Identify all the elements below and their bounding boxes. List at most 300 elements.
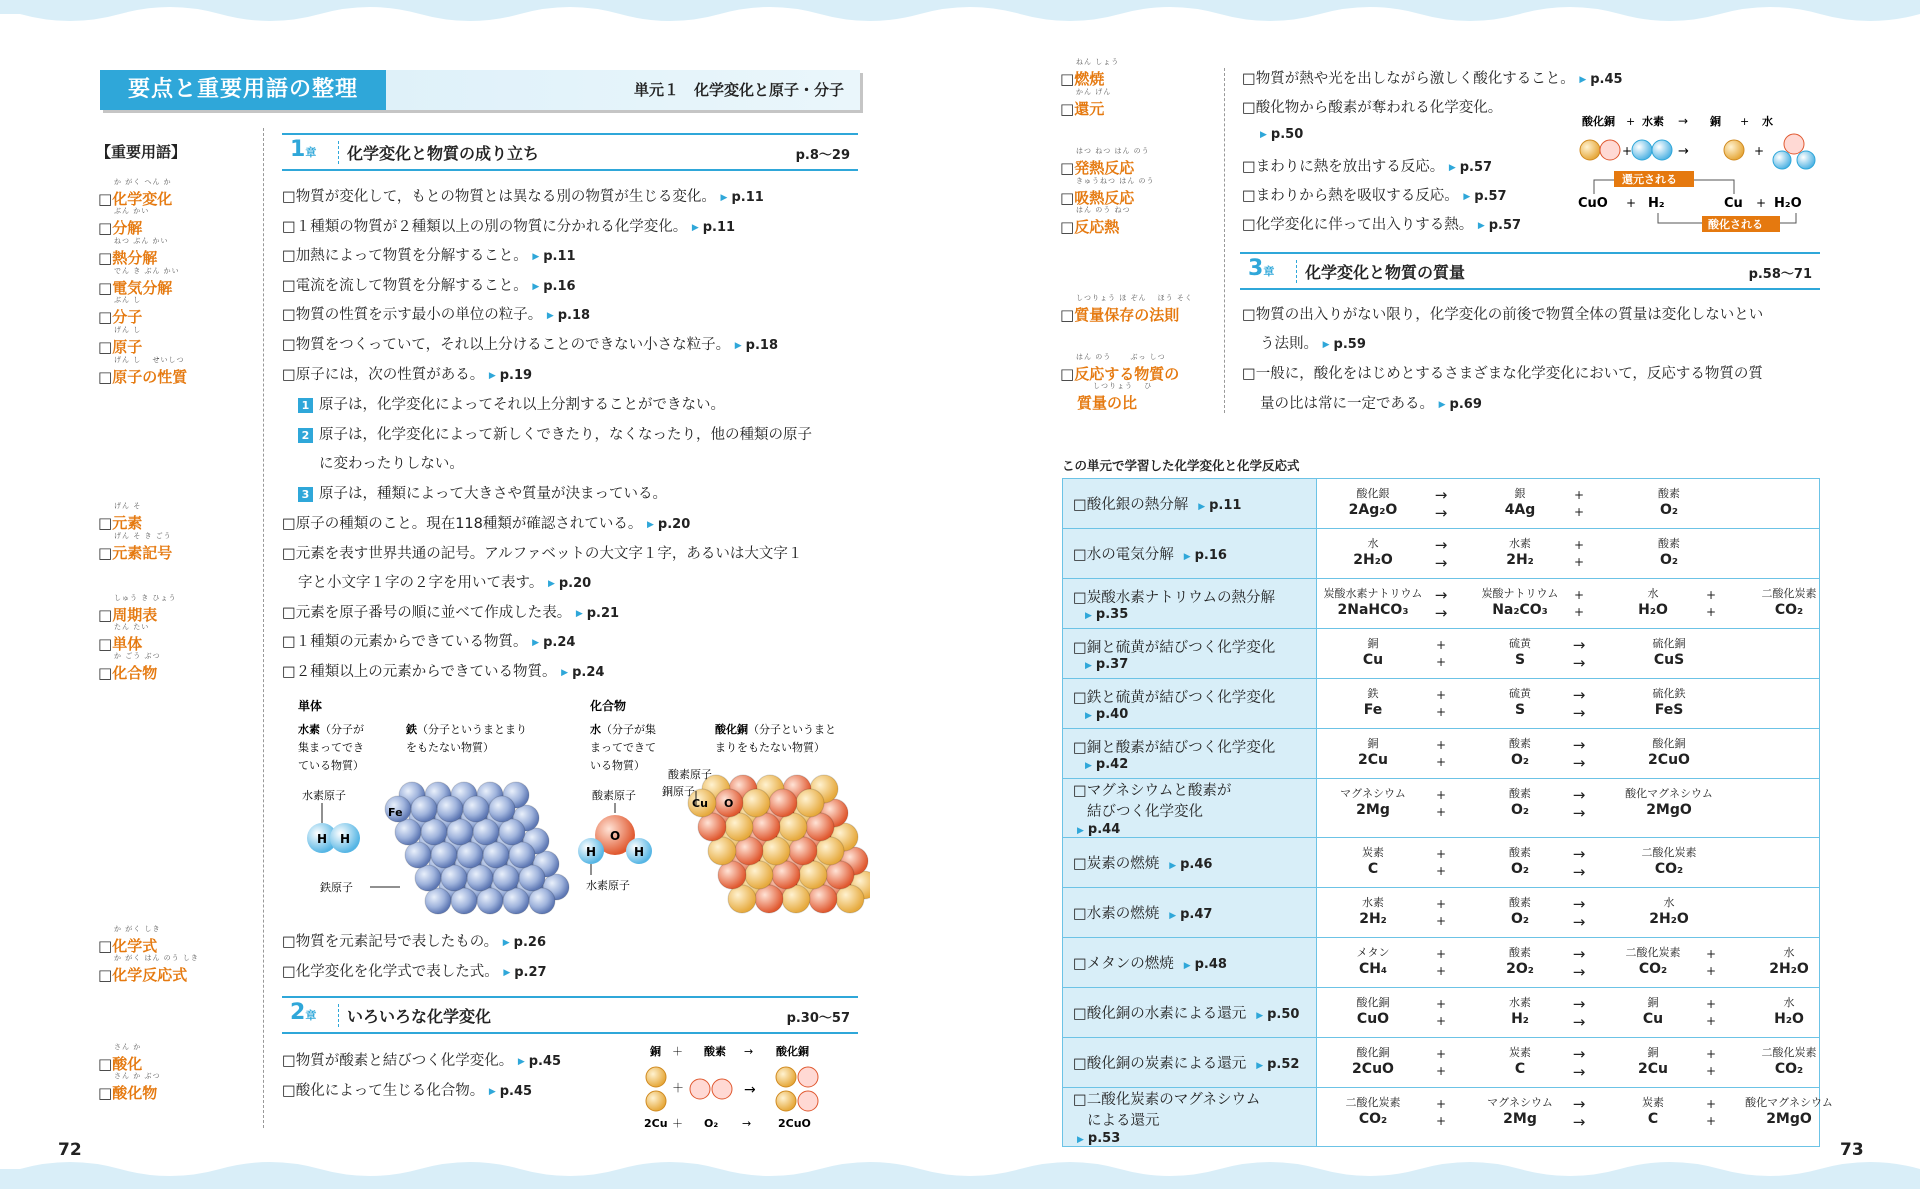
equation-term (1321, 585, 1425, 618)
page-ref[interactable]: ▶ p.11 (1188, 498, 1241, 513)
term-formula: O₂ (1510, 802, 1530, 818)
fig-single-title: 単体 (298, 699, 323, 713)
cu-symbol: Cu (692, 797, 708, 810)
page-ref[interactable]: ▶ p.44 (1073, 822, 1120, 837)
equation-term (1321, 485, 1425, 518)
page-ref[interactable]: ▶ p.11 (692, 220, 735, 235)
oxid-cu-label: 銅 (650, 1045, 661, 1058)
reaction-name (1063, 579, 1317, 629)
term-formula: 2CuO (1648, 752, 1690, 768)
term-furigana: しつりょう ほ ぞん ほう そく (1076, 294, 1193, 302)
plus-symbol: + + (1705, 997, 1717, 1028)
reaction-name-text: □酸化銅の炭素による還元 (1073, 1056, 1247, 1072)
line-text: □物質が酸素と結びつく化学変化。 (282, 1053, 514, 1069)
term-label: 酸化 (112, 1055, 143, 1073)
equation-term (1475, 944, 1565, 977)
page-number-left: 72 (58, 1140, 82, 1160)
term-formula: 2O₂ (1506, 961, 1534, 977)
page-ref[interactable]: ▶ p.35 (1073, 607, 1316, 622)
page-ref[interactable]: ▶ p.57 (1478, 218, 1521, 233)
chapter-3-number: 3章 (1248, 256, 1275, 281)
definition-line (1242, 213, 1521, 234)
chapter-1-number: 1章 (290, 137, 317, 162)
reaction-equation (1317, 1088, 1833, 1147)
equation-term (1475, 785, 1565, 818)
checkbox[interactable]: □ (98, 308, 113, 326)
reaction-row (1063, 629, 1820, 679)
iron-atom (405, 842, 431, 868)
reaction-equation (1317, 938, 1820, 988)
line-text: □加熱によって物質を分解すること。 (282, 248, 528, 264)
page-ref[interactable]: ▶ p.27 (503, 965, 546, 980)
page-ref[interactable]: ▶ p.20 (647, 517, 690, 532)
reaction-row (1063, 888, 1820, 938)
term-label: 質量保存の法則 (1074, 306, 1180, 324)
equation-term (1609, 635, 1729, 668)
term-japanese: 水素 (1362, 896, 1384, 909)
checkbox[interactable]: □ (98, 190, 113, 208)
atom-property (298, 393, 725, 414)
checkbox[interactable]: □ (1060, 365, 1075, 383)
reaction-row (1063, 938, 1820, 988)
checkbox[interactable]: □ (98, 514, 113, 532)
term-japanese: 銀 (1514, 487, 1526, 500)
checkbox[interactable]: □ (1060, 189, 1075, 207)
term-15 (98, 1072, 161, 1103)
reaction-name-text: □二酸化炭素のマグネシウム (1073, 1092, 1261, 1108)
chapter-3-header (1240, 252, 1820, 290)
term-japanese: 酸化マグネシウム (1625, 787, 1713, 800)
equation-term (1609, 735, 1729, 768)
term-japanese: 銅 (1647, 996, 1659, 1009)
lattice-atom (796, 789, 824, 817)
definition-line (282, 363, 532, 384)
copper-oxidation-figure (636, 1040, 836, 1130)
term-furigana: さん か (114, 1043, 142, 1051)
checkbox[interactable]: □ (98, 966, 113, 984)
fig-hydrogen-l3: 集まってでき (298, 741, 364, 754)
iron-atom (477, 888, 503, 914)
arrow-symbol: → → (1572, 945, 1586, 981)
term-japanese: 酸素 (1509, 846, 1531, 859)
term-formula: Cu (1642, 1011, 1664, 1027)
oxid-o2-label: 酸素 (704, 1045, 726, 1058)
definition-line (282, 244, 576, 265)
term-formula: Na₂CO₃ (1492, 602, 1548, 618)
iron-atom (483, 842, 509, 868)
term-formula: C (1367, 861, 1379, 877)
fig-hydrogen-l4: ている物質） (298, 759, 364, 772)
plus-symbol: + + (1435, 638, 1447, 669)
checkbox[interactable]: □ (98, 635, 113, 653)
unit-title: 単元１ 化学変化と原子・分子 (633, 81, 844, 99)
term-japanese: 水 (1783, 996, 1795, 1009)
term-4 (98, 296, 143, 327)
plus-symbol: + + (1705, 588, 1717, 619)
reaction-name-text: □水素の燃焼 (1073, 906, 1160, 922)
term-formula: S (1514, 652, 1526, 668)
reaction-name (1063, 479, 1317, 529)
equation-term (1739, 944, 1839, 977)
term-label: 発熱反応 (1074, 159, 1135, 177)
page-ref[interactable]: ▶ p.16 (532, 279, 575, 294)
term-label: 周期表 (112, 606, 158, 624)
term-label: 元素 (112, 514, 143, 532)
term-furigana: はん のう ぶっ しつ (1076, 353, 1166, 361)
definition-line (1242, 67, 1623, 88)
line-text: □一般に，酸化をはじめとするさまざまな化学変化において，反応する物質の質 (1242, 366, 1763, 382)
page-ref[interactable]: ▶ p.11 (721, 190, 764, 205)
term-formula: 2H₂O (1353, 552, 1393, 568)
reaction-name (1063, 779, 1317, 838)
page-ref[interactable]: ▶ p.40 (1073, 707, 1316, 722)
term-label: 酸化物 (112, 1084, 158, 1102)
definition-line (1260, 392, 1482, 413)
term-formula: C (1647, 1111, 1659, 1127)
line-text: □まわりに熱を放出する反応。 (1242, 159, 1445, 175)
fig-fe-atom-label: 鉄原子 (320, 881, 353, 894)
equation-term (1475, 894, 1565, 927)
equation-term (1321, 1094, 1425, 1127)
reaction-name (1063, 988, 1317, 1038)
page-ref[interactable]: ▶ p.42 (1073, 757, 1316, 772)
reaction-row (1063, 529, 1820, 579)
fig-h-atom-label: 水素原子 (302, 789, 346, 802)
reaction-name (1063, 938, 1317, 988)
reaction-name (1063, 888, 1317, 938)
term-label: 反応熱 (1074, 218, 1120, 236)
arrow-symbol: → → (1572, 895, 1586, 931)
fig-o-atom-label: 酸素原子 (592, 789, 636, 802)
line-text: □酸化物から酸素が奪われる化学変化。 (1242, 100, 1503, 116)
reduction-figure (1574, 110, 1824, 238)
term-japanese: メタン (1356, 946, 1390, 959)
term-formula: 2H₂ (1506, 552, 1534, 568)
term-right-2 (1060, 147, 1150, 178)
term-furigana: ねん しょう (1076, 58, 1120, 66)
plus-symbol: + + (1435, 788, 1447, 819)
plus-symbol: + + (1705, 947, 1717, 978)
term-japanese: 二酸化炭素 (1761, 587, 1817, 600)
term-furigana: ぶん し (114, 296, 142, 304)
redox-water-label: 水 (1762, 115, 1773, 128)
line-text: □物質を元素記号で表したもの。 (282, 934, 499, 950)
chapter-3-name: 化学変化と物質の質量 (1296, 260, 1465, 283)
definition-line (282, 601, 619, 622)
term-formula: 2Ag₂O (1348, 502, 1398, 518)
checkbox[interactable]: □ (1060, 306, 1075, 324)
page-ref[interactable]: ▶ p.59 (1323, 337, 1366, 352)
term-japanese: 二酸化炭素 (1641, 846, 1697, 859)
term-right-7 (1077, 382, 1153, 413)
line-text: □２種類以上の元素からできている物質。 (282, 664, 557, 680)
line-text: □物質の出入りがない限り，化学変化の前後で物質全体の質量は変化しないとい (1242, 307, 1764, 323)
redox-arrow: → (1678, 114, 1689, 128)
term-formula: 2Cu (1358, 752, 1388, 768)
equation-term (1609, 785, 1729, 818)
page-ref[interactable]: ▶ p.24 (532, 635, 575, 650)
term-japanese: 炭素 (1642, 1096, 1664, 1109)
column-divider-right (1224, 68, 1225, 413)
equation-term (1475, 535, 1565, 568)
line-text: う法則。 (1260, 336, 1318, 352)
term-japanese: 水素 (1509, 996, 1531, 1009)
fig-iron-l1: 鉄（分子というまとまり (406, 723, 527, 736)
definition-line (1242, 96, 1502, 117)
checkbox[interactable]: □ (98, 544, 113, 562)
term-formula: CO₂ (1774, 1061, 1804, 1077)
page-ref[interactable]: ▶ p.24 (561, 665, 604, 680)
equation-term (1739, 1094, 1839, 1127)
term-furigana: たん たい (114, 623, 150, 631)
fig-compound-title: 化合物 (590, 699, 627, 713)
equation-term (1321, 735, 1425, 768)
term-formula: S (1514, 702, 1526, 718)
atom-model-figure (290, 695, 870, 915)
iron-atom (489, 796, 515, 822)
iron-atom (411, 796, 437, 822)
definition-line (282, 1049, 561, 1070)
equation-term (1609, 894, 1729, 927)
definition-line (282, 512, 690, 533)
term-formula: 2Cu (1638, 1061, 1668, 1077)
svg-text:＋: ＋ (672, 1081, 685, 1095)
line-text: □原子の種類のこと。現在118種類が確認されている。 (282, 516, 643, 532)
term-furigana: げん し (114, 326, 142, 334)
iron-atom (529, 888, 555, 914)
equation-term (1609, 585, 1697, 618)
equation-term (1609, 535, 1729, 568)
chapter-3-pages: p.58〜71 (1748, 267, 1812, 282)
checkbox[interactable]: □ (98, 1084, 113, 1102)
term-formula: CH₄ (1358, 961, 1388, 977)
equation-term (1609, 685, 1729, 718)
page-ref[interactable]: ▶ p.52 (1246, 1057, 1299, 1072)
checkbox[interactable]: □ (98, 249, 113, 267)
term-furigana: か がく はん のう しき (114, 954, 199, 962)
term-formula: CuS (1653, 652, 1685, 668)
reaction-name-text-2: 結びつく化学変化 (1087, 804, 1203, 820)
term-formula: 2NaHCO₃ (1337, 602, 1409, 618)
term-label: 電気分解 (112, 279, 173, 297)
page-ref[interactable]: ▶ p.57 (1463, 189, 1506, 204)
reaction-name (1063, 1088, 1317, 1147)
term-formula: 2CuO (1352, 1061, 1394, 1077)
plus-symbol: + + (1573, 588, 1585, 619)
reaction-equation (1317, 888, 1820, 938)
arrow-symbol: → → (1434, 536, 1448, 572)
definition-line (1260, 332, 1366, 353)
reaction-name-text: □水の電気分解 (1073, 547, 1174, 563)
equation-term (1321, 785, 1425, 818)
line-text: □化学変化を化学式で表した式。 (282, 964, 499, 980)
reaction-equation (1317, 988, 1820, 1038)
copper-oxide-lattice (688, 775, 870, 913)
section-title-bar (100, 70, 860, 110)
page-ref[interactable]: ▶ p.20 (548, 576, 591, 591)
iron-lattice (385, 782, 569, 914)
term-furigana: か ごう ぶつ (114, 652, 161, 660)
iron-atom (415, 865, 441, 891)
terms-heading: 【重要用語】 (96, 143, 187, 161)
term-label: 熱分解 (112, 249, 158, 267)
page-ref[interactable]: ▶ p.50 (1246, 1007, 1299, 1022)
plus-symbol: + + (1435, 1047, 1447, 1078)
reaction-name (1063, 529, 1317, 579)
arrow-symbol: → → (1572, 1045, 1586, 1081)
checkbox[interactable]: □ (1060, 100, 1075, 118)
term-formula: CO₂ (1358, 1111, 1388, 1127)
arrow-symbol: → → (1572, 1095, 1586, 1131)
checkbox[interactable]: □ (98, 937, 113, 955)
equation-term (1321, 685, 1425, 718)
definition-line (282, 630, 575, 651)
term-japanese: 銅 (1647, 1046, 1659, 1059)
checkbox[interactable]: □ (98, 338, 113, 356)
definition-line (298, 571, 591, 592)
reaction-equation (1317, 679, 1820, 729)
term-formula: CO₂ (1654, 861, 1684, 877)
page-number-right: 73 (1840, 1140, 1864, 1160)
page-ref[interactable]: ▶ p.45 (1579, 72, 1622, 87)
term-japanese: 二酸化炭素 (1345, 1096, 1401, 1109)
definition-line (1260, 126, 1303, 142)
chapter-2-header (282, 996, 858, 1034)
term-japanese: 酸化マグネシウム (1745, 1096, 1833, 1109)
term-japanese: 酸素 (1509, 737, 1531, 750)
chapter-2-name: いろいろな化学変化 (338, 1004, 491, 1027)
redox-eq-cu: Cu (1724, 196, 1743, 211)
page-ref[interactable]: ▶ p.47 (1159, 907, 1212, 922)
plus-symbol: + + (1705, 1097, 1717, 1128)
checkbox[interactable]: □ (98, 606, 113, 624)
checkbox[interactable]: □ (1060, 218, 1075, 236)
term-japanese: 水 (1663, 896, 1675, 909)
checkbox[interactable]: □ (98, 368, 113, 386)
reduced-label: 還元される (1622, 173, 1677, 186)
term-formula: O₂ (1510, 752, 1530, 768)
iron-atom (519, 865, 545, 891)
iron-atom (499, 819, 525, 845)
term-japanese: マグネシウム (1487, 1096, 1553, 1109)
definition-line (1242, 184, 1507, 205)
page-ref[interactable]: ▶ p.57 (1449, 160, 1492, 175)
line-text: □物質が変化して，もとの物質とは異なる別の物質が生じる変化。 (282, 189, 716, 205)
plus-symbol: + + (1435, 947, 1447, 978)
arrow-symbol: → → (1572, 786, 1586, 822)
term-japanese: 酸素 (1509, 946, 1531, 959)
reaction-name-text: □鉄と硫黄が結びつく化学変化 (1073, 689, 1276, 706)
term-furigana: ねつ ぶん かい (114, 237, 169, 245)
iron-atom (441, 865, 467, 891)
page-ref[interactable]: ▶ p.16 (1174, 548, 1227, 563)
term-label: 反応する物質の (1074, 365, 1180, 383)
equation-term (1321, 1044, 1425, 1077)
definition-line (282, 274, 576, 295)
page-ref[interactable]: ▶ p.21 (576, 606, 619, 621)
reaction-name (1063, 679, 1317, 729)
term-formula: H₂O (1638, 602, 1668, 618)
page-ref[interactable]: ▶ p.45 (518, 1054, 561, 1069)
checkbox[interactable]: □ (98, 1055, 113, 1073)
page-ref[interactable]: ▶ p.45 (489, 1084, 532, 1099)
plus-symbol: + + (1435, 688, 1447, 719)
term-11 (98, 652, 161, 683)
page-ref[interactable]: ▶ p.37 (1073, 657, 1316, 672)
term-japanese: 硫黄 (1509, 687, 1531, 700)
page-ref[interactable]: ▶ p.18 (735, 338, 778, 353)
term-japanese: 炭酸水素ナトリウム (1323, 587, 1423, 600)
term-furigana: か がく へん か (114, 178, 172, 186)
arrow-symbol: → → (1572, 736, 1586, 772)
page-ref[interactable]: ▶ p.53 (1073, 1131, 1120, 1146)
fig-hydrogen-l1: 水素（分子が (298, 723, 364, 736)
svg-text:→: → (742, 1117, 752, 1130)
term-6 (98, 356, 188, 387)
term-formula: 4Ag (1504, 502, 1536, 518)
top-wave-decoration (0, 0, 1920, 40)
reaction-row (1063, 838, 1820, 888)
checkbox[interactable]: □ (98, 664, 113, 682)
term-label: 質量の比 (1077, 394, 1138, 412)
fig-o-atom-label-2: 酸素原子 (668, 768, 712, 781)
equation-term (1739, 994, 1839, 1027)
fig-cuo-l1: 酸化銅（分子というまと (715, 723, 836, 736)
reaction-row (1063, 729, 1820, 779)
iron-atom (395, 819, 421, 845)
iron-atom (493, 865, 519, 891)
arrow-symbol: → → (1572, 845, 1586, 881)
term-label: 吸熱反応 (1074, 189, 1135, 207)
term-label: 化学変化 (112, 190, 173, 208)
h-symbol: H (317, 832, 328, 846)
page-ref[interactable]: ▶ p.18 (547, 308, 590, 323)
checkbox[interactable]: □ (1060, 159, 1075, 177)
reaction-row (1063, 479, 1820, 529)
iron-atom (437, 796, 463, 822)
term-japanese: 酸化銅 (1652, 737, 1686, 750)
page-ref[interactable]: ▶ p.11 (532, 249, 575, 264)
reaction-equation (1317, 529, 1820, 579)
svg-text:+: + (1740, 115, 1750, 128)
plus-symbol: + + (1573, 538, 1585, 569)
equation-term (1475, 685, 1565, 718)
page-title: 要点と重要用語の整理 (100, 70, 386, 110)
page-ref[interactable]: ▶ p.19 (489, 368, 532, 383)
line-text: □物質の性質を示す最小の単位の粒子。 (282, 307, 543, 323)
page-ref[interactable]: ▶ p.69 (1439, 397, 1482, 412)
o-symbol: O (724, 797, 734, 810)
term-7 (98, 502, 143, 533)
page-ref[interactable]: ▶ p.46 (1159, 857, 1212, 872)
term-japanese: 銅 (1367, 737, 1379, 750)
checkbox[interactable]: □ (98, 219, 113, 237)
page-ref[interactable]: ▶ p.50 (1260, 127, 1303, 142)
checkbox[interactable]: □ (98, 279, 113, 297)
reactions-title: この単元で学習した化学変化と化学反応式 (1062, 458, 1300, 473)
term-furigana: しゅう き ひょう (114, 594, 177, 602)
page-ref[interactable]: ▶ p.26 (503, 935, 546, 950)
checkbox[interactable]: □ (1060, 70, 1075, 88)
definition-line (282, 960, 547, 981)
chapter-2-number: 2章 (290, 1000, 317, 1025)
plus-symbol: + + (1435, 997, 1447, 1028)
lattice-atom (769, 789, 797, 817)
iron-atom (421, 819, 447, 845)
term-formula: Fe (1363, 702, 1383, 718)
term-japanese: 炭酸ナトリウム (1481, 587, 1559, 600)
page-ref[interactable]: ▶ p.48 (1174, 957, 1227, 972)
